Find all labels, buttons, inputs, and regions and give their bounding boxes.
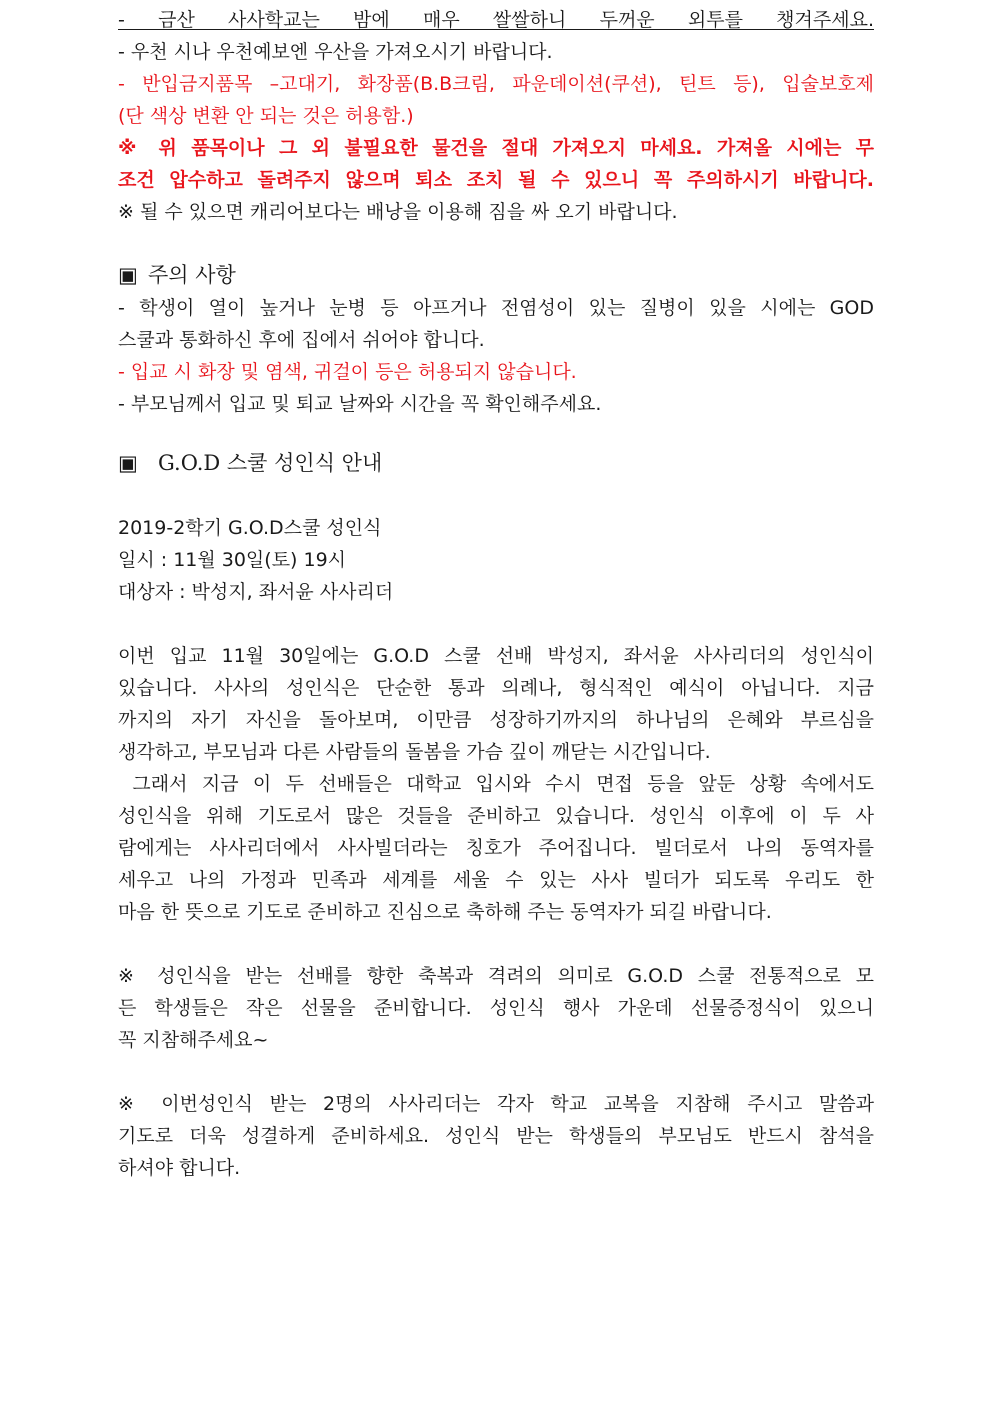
gift-note-line: 든 학생들은 작은 선물을 준비합니다. 성인식 행사 가운데 선물증정식이 있으니 <box>118 997 874 1019</box>
cautions-heading <box>118 258 874 292</box>
banned-items-line: - 반입금지품목 –고대기, 화장품(B.B크림, 파운데이션(쿠션), 틴트 등), 입술보호제 <box>118 73 874 95</box>
banned-items-exception: (단 색상 변환 안 되는 것은 허용함.) <box>118 105 414 127</box>
para2-line: 성인식을 위해 기도로서 많은 것들을 준비하고 있습니다. 성인식 이후에 이 두 사 <box>118 805 874 827</box>
para2-line: 그래서 지금 이 두 선배들은 대학교 입시와 수시 면접 등을 앞둔 상황 속에서도 <box>118 773 874 795</box>
para1-line: 있습니다. 사사의 성인식은 단순한 통과 의례나, 형식적인 예식이 아닙니다. 지금 <box>118 677 874 699</box>
ceremony-title: G.O.D 스쿨 성인식 안내 <box>158 451 383 475</box>
square-bullet-icon: ▣ <box>118 263 138 287</box>
para1-line: 이번 입교 11월 30일에는 G.O.D 스쿨 선배 박성지, 좌서윤 사사리더의 성인식이 <box>118 645 874 667</box>
caution-line-3: - 입교 시 화장 및 염색, 귀걸이 등은 허용되지 않습니다. <box>118 361 577 383</box>
gift-note-line: ※ 성인식을 받는 선배를 향한 축복과 격려의 의미로 G.O.D 스쿨 전통적으로 모 <box>118 965 874 987</box>
para2-line: 람에게는 사사리더에서 사사빌더라는 칭호가 주어집니다. 빌더로서 나의 동역자를 <box>118 837 874 859</box>
packing-coat-line: - 금산 사사학교는 밤에 매우 쌀쌀하니 두꺼운 외투를 챙겨주세요. <box>118 9 874 31</box>
para1-line: 생각하고, 부모님과 다른 사람들의 돌봄을 가슴 깊이 깨닫는 시간입니다. <box>118 741 711 763</box>
ceremony-info-title: 2019-2학기 G.O.D스쿨 성인식 <box>118 517 382 539</box>
cautions-title: 주의 사항 <box>148 263 236 287</box>
para2-line: 마음 한 뜻으로 기도로 준비하고 진심으로 축하해 주는 동역자가 되길 바랍니다. <box>118 901 772 923</box>
gift-note-line: 꼭 지참해주세요~ <box>118 1029 269 1051</box>
caution-line-2: 스쿨과 통화하신 후에 집에서 쉬어야 합니다. <box>118 329 485 351</box>
caution-line-1: - 학생이 열이 높거나 눈병 등 아프거나 전염성이 있는 질병이 있을 시에는 GOD <box>118 297 874 319</box>
square-bullet-icon: ▣ <box>118 451 138 475</box>
ceremony-info-target: 대상자 : 박성지, 좌서윤 사사리더 <box>118 581 394 603</box>
document-page <box>118 4 874 1184</box>
uniform-note-line: 하셔야 합니다. <box>118 1157 241 1179</box>
warning-line-1: ※ 위 품목이나 그 외 불필요한 물건을 절대 가져오지 마세요. 가져올 시에는 무 <box>118 137 874 159</box>
ceremony-heading <box>118 446 874 480</box>
warning-line-2: 조건 압수하고 돌려주지 않으며 퇴소 조치 될 수 있으니 꼭 주의하시기 바랍니다. <box>118 169 874 191</box>
ceremony-info-date: 일시 : 11월 30일(토) 19시 <box>118 549 347 571</box>
packing-umbrella-line: - 우천 시나 우천예보엔 우산을 가져오시기 바랍니다. <box>118 41 553 63</box>
uniform-note-line: 기도로 더욱 성결하게 준비하세요. 성인식 받는 학생들의 부모님도 반드시 참석을 <box>118 1125 874 1147</box>
para1-line: 까지의 자기 자신을 돌아보며, 이만큼 성장하기까지의 하나님의 은혜와 부르심을 <box>118 709 874 731</box>
uniform-note-line: ※ 이번성인식 받는 2명의 사사리더는 각자 학교 교복을 지참해 주시고 말씀과 <box>118 1093 874 1115</box>
backpack-note: ※ 될 수 있으면 캐리어보다는 배낭을 이용해 짐을 싸 오기 바랍니다. <box>118 201 678 223</box>
caution-line-4: - 부모님께서 입교 및 퇴교 날짜와 시간을 꼭 확인해주세요. <box>118 393 602 415</box>
para2-line: 세우고 나의 가정과 민족과 세계를 세울 수 있는 사사 빌더가 되도록 우리도 한 <box>118 869 874 891</box>
